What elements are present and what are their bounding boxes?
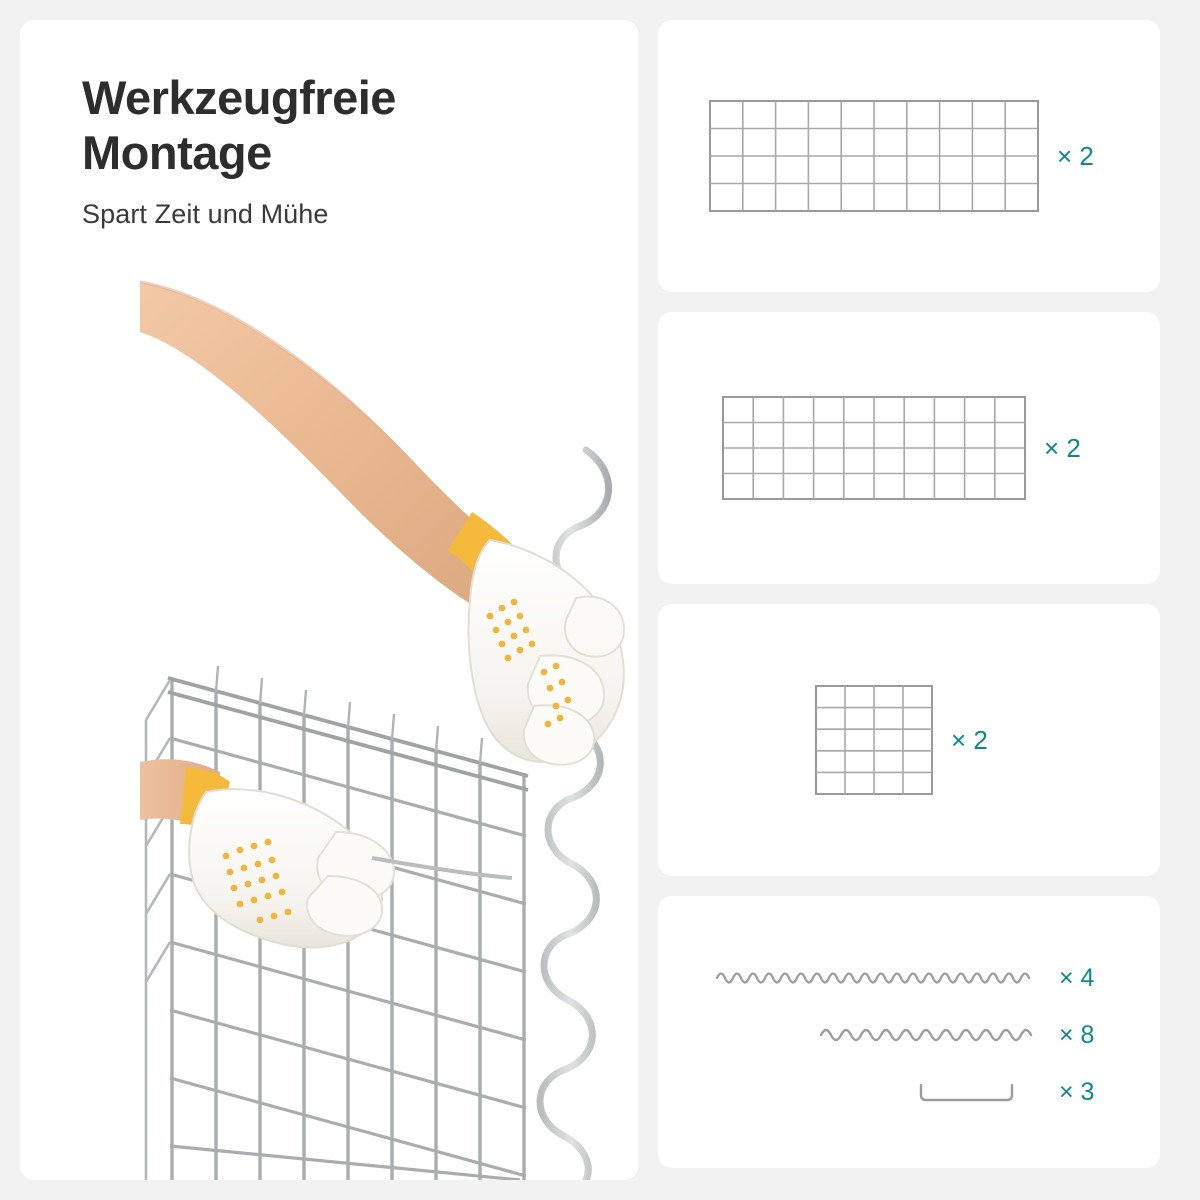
hero-panel — [20, 20, 638, 1180]
small-mesh-panel-quantity: × 2 — [951, 724, 988, 755]
gabion-basket — [146, 666, 528, 1180]
long-spiral-wire-quantity: × 4 — [1059, 963, 1095, 992]
page-subtitle: Spart Zeit und Mühe — [82, 198, 329, 229]
part-card-small-mesh-panel — [658, 604, 1160, 876]
part-card-medium-mesh-panel — [658, 312, 1160, 584]
part-card-large-mesh-panel — [658, 20, 1160, 292]
u-shaped-connector-icon — [711, 1079, 1041, 1105]
page-title-line1: Werkzeugfreie — [82, 71, 396, 124]
spiral-wire-in-hand — [540, 450, 609, 1180]
headline-block — [82, 70, 602, 230]
large-mesh-panel-quantity: × 2 — [1057, 140, 1094, 171]
part-card-wires — [658, 896, 1160, 1168]
wire-row-long-spiral — [676, 964, 1142, 993]
parts-list — [658, 20, 1160, 1180]
medium-mesh-panel-icon — [722, 396, 1026, 500]
large-mesh-panel-icon — [709, 100, 1039, 212]
page-title — [82, 70, 602, 181]
page-title-line2: Montage — [82, 126, 272, 180]
u-shaped-connector-quantity: × 3 — [1059, 1077, 1095, 1106]
wire-row-u-clip — [676, 1078, 1142, 1107]
short-spiral-wire-quantity: × 8 — [1059, 1020, 1095, 1049]
short-spiral-wire-icon — [711, 1022, 1041, 1048]
medium-mesh-panel-quantity: × 2 — [1044, 432, 1081, 463]
long-spiral-wire-icon — [711, 965, 1041, 991]
upper-arm-with-glove — [140, 282, 624, 765]
wire-row-short-spiral — [676, 1021, 1142, 1050]
lower-arm-with-glove — [140, 759, 512, 947]
small-mesh-panel-icon — [815, 685, 933, 795]
